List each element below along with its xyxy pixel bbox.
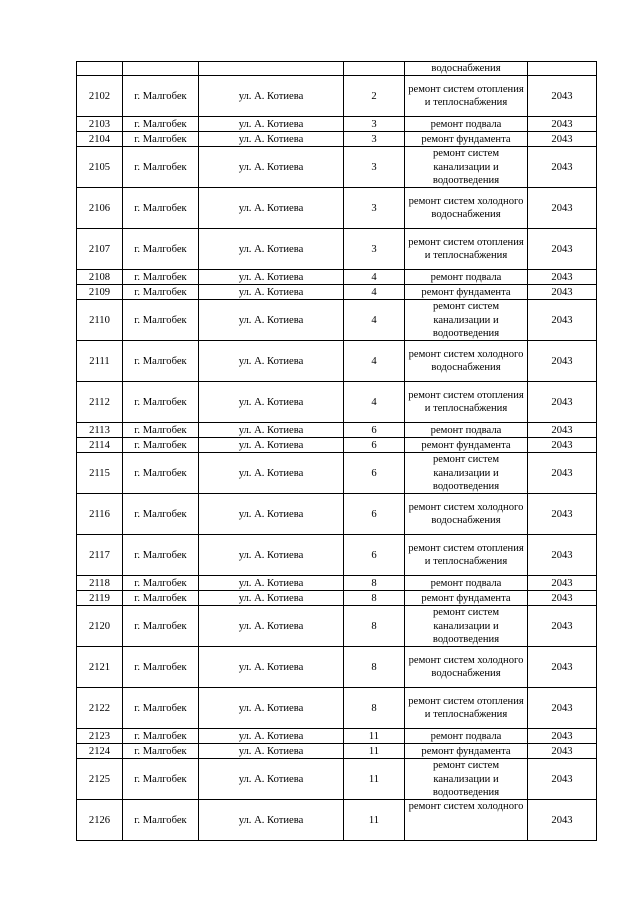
cell-city: г. Малгобек [123,76,199,117]
table-row [77,744,597,759]
cell-house: 3 [344,147,405,188]
cell-city: г. Малгобек [123,285,199,300]
cell-city: г. Малгобек [123,300,199,341]
table-row [77,76,597,117]
cell-city: г. Малгобек [123,647,199,688]
cell-city: г. Малгобек [123,438,199,453]
cell-house: 6 [344,423,405,438]
cell-street: ул. А. Котиева [199,606,344,647]
table-row [77,423,597,438]
repair-schedule-table [76,61,597,841]
cell-house: 4 [344,285,405,300]
cell-house: 4 [344,341,405,382]
cell-number: 2125 [77,759,123,800]
cell-work-type: ремонт систем отопления и теплоснабжения [405,76,528,117]
cell-year: 2043 [528,229,597,270]
cell-city: г. Малгобек [123,188,199,229]
cell-year: 2043 [528,453,597,494]
cell-street: ул. А. Котиева [199,382,344,423]
cell-city: г. Малгобек [123,591,199,606]
cell-house: 6 [344,438,405,453]
cell-city: г. Малгобек [123,423,199,438]
table-row [77,591,597,606]
cell-house: 4 [344,300,405,341]
cell-city: г. Малгобек [123,759,199,800]
table-row [77,606,597,647]
cell-work-type: ремонт подвала [405,270,528,285]
cell-work-type [405,800,528,841]
cell-street: ул. А. Котиева [199,494,344,535]
cell-work-type: ремонт систем отопления и теплоснабжения [405,688,528,729]
cell-street: ул. А. Котиева [199,647,344,688]
cell-street: ул. А. Котиева [199,438,344,453]
cell-number: 2122 [77,688,123,729]
cell-house: 6 [344,535,405,576]
cell-year: 2043 [528,382,597,423]
cell-house: 8 [344,688,405,729]
cell-work-type: ремонт систем холодного водоснабжения [405,341,528,382]
cell-house: 6 [344,453,405,494]
cell-house: 8 [344,591,405,606]
cell-year [528,62,597,76]
cell-street: ул. А. Котиева [199,535,344,576]
cell-street: ул. А. Котиева [199,147,344,188]
cell-year: 2043 [528,688,597,729]
cell-street: ул. А. Котиева [199,285,344,300]
table-row [77,132,597,147]
cell-year: 2043 [528,147,597,188]
cell-city: г. Малгобек [123,229,199,270]
cell-work-type: ремонт систем холодного водоснабжения [405,494,528,535]
cell-number [77,62,123,76]
cell-number: 2106 [77,188,123,229]
cell-street: ул. А. Котиева [199,576,344,591]
cell-work-type: ремонт подвала [405,423,528,438]
cell-year: 2043 [528,423,597,438]
table-row [77,800,597,841]
cell-street: ул. А. Котиева [199,229,344,270]
cell-street: ул. А. Котиева [199,729,344,744]
cell-work-type: ремонт систем канализации и водоотведения [405,759,528,800]
table-row [77,341,597,382]
cell-city: г. Малгобек [123,147,199,188]
cell-number: 2126 [77,800,123,841]
table-row [77,453,597,494]
cell-house [344,62,405,76]
table-row [77,688,597,729]
cell-year: 2043 [528,729,597,744]
cell-number: 2120 [77,606,123,647]
cell-city: г. Малгобек [123,800,199,841]
cell-number: 2117 [77,535,123,576]
cell-city: г. Малгобек [123,606,199,647]
cell-year: 2043 [528,494,597,535]
table-row [77,647,597,688]
cell-number: 2110 [77,300,123,341]
cell-street: ул. А. Котиева [199,76,344,117]
cell-work-type: ремонт систем холодного водоснабжения [405,647,528,688]
cell-house: 6 [344,494,405,535]
cell-year: 2043 [528,606,597,647]
cell-year: 2043 [528,438,597,453]
table-row [77,270,597,285]
cell-work-type: ремонт фундамента [405,591,528,606]
cell-work-type: ремонт подвала [405,729,528,744]
cell-number: 2118 [77,576,123,591]
cell-house: 11 [344,744,405,759]
cell-house: 11 [344,800,405,841]
cell-street: ул. А. Котиева [199,341,344,382]
cell-year: 2043 [528,76,597,117]
table-row [77,382,597,423]
cell-number: 2112 [77,382,123,423]
cell-number: 2104 [77,132,123,147]
cell-year: 2043 [528,759,597,800]
cell-work-type-text: ремонт систем холодного [408,801,524,813]
cell-street: ул. А. Котиева [199,744,344,759]
table-row [77,188,597,229]
cell-street: ул. А. Котиева [199,423,344,438]
cell-number: 2102 [77,76,123,117]
table-row [77,147,597,188]
cell-house: 4 [344,270,405,285]
cell-number: 2116 [77,494,123,535]
cell-number: 2119 [77,591,123,606]
cell-street: ул. А. Котиева [199,300,344,341]
cell-work-type: ремонт систем канализации и водоотведения [405,300,528,341]
cell-street: ул. А. Котиева [199,759,344,800]
cell-year: 2043 [528,300,597,341]
table-body [77,62,597,841]
table-row [77,117,597,132]
cell-city: г. Малгобек [123,270,199,285]
cell-city: г. Малгобек [123,453,199,494]
cell-work-type: ремонт систем холодного водоснабжения [405,188,528,229]
cell-number: 2103 [77,117,123,132]
table-row [77,438,597,453]
cell-city: г. Малгобек [123,117,199,132]
cell-street: ул. А. Котиева [199,132,344,147]
cell-year: 2043 [528,117,597,132]
cell-number: 2107 [77,229,123,270]
table-row [77,494,597,535]
cell-street: ул. А. Котиева [199,188,344,229]
cell-number: 2121 [77,647,123,688]
cell-house: 8 [344,647,405,688]
cell-city: г. Малгобек [123,744,199,759]
table-row [77,300,597,341]
cell-work-type: ремонт систем канализации и водоотведения [405,147,528,188]
cell-house: 2 [344,76,405,117]
cell-city: г. Малгобек [123,494,199,535]
cell-house: 11 [344,759,405,800]
cell-year: 2043 [528,591,597,606]
cell-city: г. Малгобек [123,132,199,147]
cell-street [199,62,344,76]
cell-city: г. Малгобек [123,382,199,423]
cell-street: ул. А. Котиева [199,591,344,606]
cell-work-type: ремонт подвала [405,117,528,132]
cell-house: 3 [344,188,405,229]
cell-year: 2043 [528,576,597,591]
cell-work-type: ремонт систем канализации и водоотведения [405,453,528,494]
cell-work-type: ремонт подвала [405,576,528,591]
cell-number: 2113 [77,423,123,438]
cell-year: 2043 [528,341,597,382]
cell-street: ул. А. Котиева [199,688,344,729]
table-row [77,729,597,744]
cell-number: 2105 [77,147,123,188]
cell-year: 2043 [528,188,597,229]
cell-year: 2043 [528,285,597,300]
cell-number: 2114 [77,438,123,453]
cell-year: 2043 [528,535,597,576]
cell-year: 2043 [528,800,597,841]
table-row [77,535,597,576]
table-row [77,229,597,270]
table-row [77,62,597,76]
cell-number: 2115 [77,453,123,494]
cell-house: 3 [344,117,405,132]
cell-number: 2123 [77,729,123,744]
cell-work-type: ремонт систем отопления и теплоснабжения [405,382,528,423]
cell-work-type: ремонт фундамента [405,744,528,759]
cell-work-type: ремонт фундамента [405,132,528,147]
cell-street: ул. А. Котиева [199,800,344,841]
cell-number: 2111 [77,341,123,382]
cell-work-type: ремонт систем отопления и теплоснабжения [405,535,528,576]
cell-city: г. Малгобек [123,341,199,382]
cell-city: г. Малгобек [123,729,199,744]
table-row [77,285,597,300]
cell-house: 8 [344,606,405,647]
table-row [77,576,597,591]
cell-city [123,62,199,76]
cell-year: 2043 [528,647,597,688]
cell-street: ул. А. Котиева [199,117,344,132]
table-row [77,759,597,800]
cell-city: г. Малгобек [123,535,199,576]
cell-work-type: ремонт систем канализации и водоотведения [405,606,528,647]
cell-work-type: ремонт систем отопления и теплоснабжения [405,229,528,270]
cell-house: 3 [344,132,405,147]
cell-house: 4 [344,382,405,423]
cell-number: 2108 [77,270,123,285]
cell-year: 2043 [528,744,597,759]
cell-house: 11 [344,729,405,744]
cell-number: 2124 [77,744,123,759]
cell-street: ул. А. Котиева [199,453,344,494]
cell-year: 2043 [528,132,597,147]
cell-work-type: ремонт фундамента [405,285,528,300]
cell-house: 8 [344,576,405,591]
cell-year: 2043 [528,270,597,285]
cell-house: 3 [344,229,405,270]
cell-work-type: ремонт фундамента [405,438,528,453]
cell-work-type: водоснабжения [405,62,528,76]
cell-street: ул. А. Котиева [199,270,344,285]
cell-city: г. Малгобек [123,688,199,729]
cell-city: г. Малгобек [123,576,199,591]
cell-number: 2109 [77,285,123,300]
